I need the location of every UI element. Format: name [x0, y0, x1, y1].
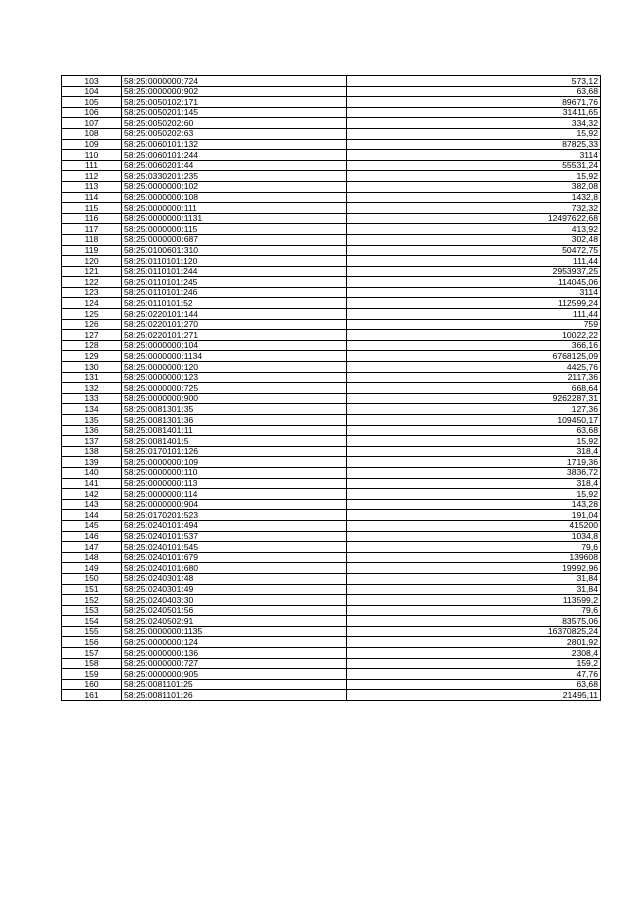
- row-number-cell: 117: [62, 224, 122, 235]
- cadastral-number-cell: 58:25:0220101:270: [122, 319, 347, 330]
- cadastral-number-cell: 58:25:0110101:120: [122, 256, 347, 267]
- value-cell: 55531,24: [347, 160, 601, 171]
- table-row: [62, 76, 601, 87]
- value-cell: 111,44: [347, 309, 601, 320]
- value-cell: 87825,33: [347, 139, 601, 150]
- table-row: [62, 489, 601, 500]
- row-number-cell: 152: [62, 595, 122, 606]
- row-number-cell: 121: [62, 266, 122, 277]
- table-row: [62, 330, 601, 341]
- value-cell: 366,16: [347, 340, 601, 351]
- row-number-cell: 120: [62, 256, 122, 267]
- row-number-cell: 103: [62, 76, 122, 87]
- cadastral-number-cell: 58:25:0110101:246: [122, 287, 347, 298]
- row-number-cell: 155: [62, 626, 122, 637]
- row-number-cell: 127: [62, 330, 122, 341]
- row-number-cell: 107: [62, 118, 122, 129]
- table-row: [62, 446, 601, 457]
- table-row: [62, 637, 601, 648]
- value-cell: 47,76: [347, 669, 601, 680]
- value-cell: 63,68: [347, 425, 601, 436]
- table-row: [62, 679, 601, 690]
- cadastral-number-cell: 58:25:0110101:244: [122, 266, 347, 277]
- cadastral-number-cell: 58:25:0000000:108: [122, 192, 347, 203]
- value-cell: 127,36: [347, 404, 601, 415]
- table-row: [62, 648, 601, 659]
- cadastral-number-cell: 58:25:0110101:245: [122, 277, 347, 288]
- value-cell: 111,44: [347, 256, 601, 267]
- table-row: [62, 626, 601, 637]
- cadastral-number-cell: 58:25:0240301:48: [122, 573, 347, 584]
- value-cell: 79,6: [347, 542, 601, 553]
- table-row: [62, 658, 601, 669]
- row-number-cell: 110: [62, 150, 122, 161]
- cadastral-number-cell: 58:25:0081301:36: [122, 415, 347, 426]
- row-number-cell: 114: [62, 192, 122, 203]
- table-row: [62, 277, 601, 288]
- cadastral-number-cell: 58:25:0000000:687: [122, 234, 347, 245]
- cadastral-number-cell: 58:25:0060201:44: [122, 160, 347, 171]
- cadastral-number-cell: 58:25:0000000:905: [122, 669, 347, 680]
- row-number-cell: 126: [62, 319, 122, 330]
- cadastral-number-cell: 58:25:0240101:545: [122, 542, 347, 553]
- table-row: [62, 171, 601, 182]
- table-row: [62, 669, 601, 680]
- value-cell: 9262287,31: [347, 393, 601, 404]
- value-cell: 109450,17: [347, 415, 601, 426]
- table-row: [62, 224, 601, 235]
- cadastral-number-cell: 58:25:0100601:310: [122, 245, 347, 256]
- row-number-cell: 118: [62, 234, 122, 245]
- value-cell: 4425,76: [347, 362, 601, 373]
- table-row: [62, 415, 601, 426]
- row-number-cell: 159: [62, 669, 122, 680]
- cadastral-number-cell: 58:25:0240101:679: [122, 552, 347, 563]
- row-number-cell: 157: [62, 648, 122, 659]
- cadastral-number-cell: 58:25:0330201:235: [122, 171, 347, 182]
- table-row: [62, 362, 601, 373]
- value-cell: 113599,2: [347, 595, 601, 606]
- table-row: [62, 139, 601, 150]
- cadastral-number-cell: 58:25:0240502:91: [122, 616, 347, 627]
- table-row: [62, 393, 601, 404]
- cadastral-number-cell: 58:25:0050202:60: [122, 118, 347, 129]
- row-number-cell: 149: [62, 563, 122, 574]
- value-cell: 302,48: [347, 234, 601, 245]
- table-row: [62, 531, 601, 542]
- cadastral-number-cell: 58:25:0240301:49: [122, 584, 347, 595]
- table-row: [62, 372, 601, 383]
- row-number-cell: 124: [62, 298, 122, 309]
- value-cell: 50472,75: [347, 245, 601, 256]
- cadastral-number-cell: 58:25:0000000:124: [122, 637, 347, 648]
- cadastral-number-cell: 58:25:0000000:102: [122, 181, 347, 192]
- value-cell: 6768125,09: [347, 351, 601, 362]
- value-cell: 318,4: [347, 478, 601, 489]
- value-cell: 12497622,68: [347, 213, 601, 224]
- value-cell: 668,64: [347, 383, 601, 394]
- cadastral-number-cell: 58:25:0000000:725: [122, 383, 347, 394]
- row-number-cell: 160: [62, 679, 122, 690]
- row-number-cell: 146: [62, 531, 122, 542]
- row-number-cell: 122: [62, 277, 122, 288]
- cadastral-number-cell: 58:25:0240101:494: [122, 520, 347, 531]
- value-cell: 2953937,25: [347, 266, 601, 277]
- table-row: [62, 383, 601, 394]
- row-number-cell: 106: [62, 107, 122, 118]
- cadastral-number-cell: 58:25:0170201:523: [122, 510, 347, 521]
- row-number-cell: 115: [62, 203, 122, 214]
- table-row: [62, 298, 601, 309]
- value-cell: 15,92: [347, 489, 601, 500]
- value-cell: 573,12: [347, 76, 601, 87]
- cadastral-number-cell: 58:25:0000000:136: [122, 648, 347, 659]
- cadastral-number-cell: 58:25:0000000:1135: [122, 626, 347, 637]
- cadastral-number-cell: 58:25:0000000:902: [122, 86, 347, 97]
- value-cell: 1034,8: [347, 531, 601, 542]
- value-cell: 334,32: [347, 118, 601, 129]
- table-row: [62, 234, 601, 245]
- cadastral-number-cell: 58:25:0170101:126: [122, 446, 347, 457]
- row-number-cell: 145: [62, 520, 122, 531]
- row-number-cell: 111: [62, 160, 122, 171]
- value-cell: 10022,22: [347, 330, 601, 341]
- table-row: [62, 616, 601, 627]
- row-number-cell: 116: [62, 213, 122, 224]
- cadastral-number-cell: 58:25:0000000:123: [122, 372, 347, 383]
- cadastral-number-cell: 58:25:0000000:111: [122, 203, 347, 214]
- value-cell: 112599,24: [347, 298, 601, 309]
- table-row: [62, 340, 601, 351]
- table-row: [62, 520, 601, 531]
- table-row: [62, 404, 601, 415]
- value-cell: 19992,96: [347, 563, 601, 574]
- row-number-cell: 154: [62, 616, 122, 627]
- value-cell: 79,6: [347, 605, 601, 616]
- table-row: [62, 552, 601, 563]
- table-row: [62, 160, 601, 171]
- value-cell: 159,2: [347, 658, 601, 669]
- row-number-cell: 144: [62, 510, 122, 521]
- cadastral-number-cell: 58:25:0000000:904: [122, 499, 347, 510]
- table-row: [62, 266, 601, 277]
- table-row: [62, 245, 601, 256]
- table-row: [62, 510, 601, 521]
- table-row: [62, 584, 601, 595]
- value-cell: 413,92: [347, 224, 601, 235]
- cadastral-number-cell: 58:25:0000000:120: [122, 362, 347, 373]
- row-number-cell: 132: [62, 383, 122, 394]
- table-row: [62, 309, 601, 320]
- row-number-cell: 133: [62, 393, 122, 404]
- cadastral-number-cell: 58:25:0050102:171: [122, 97, 347, 108]
- row-number-cell: 109: [62, 139, 122, 150]
- row-number-cell: 151: [62, 584, 122, 595]
- cadastral-number-cell: 58:25:0000000:109: [122, 457, 347, 468]
- cadastral-number-cell: 58:25:0050201:145: [122, 107, 347, 118]
- row-number-cell: 143: [62, 499, 122, 510]
- cadastral-number-cell: 58:25:0240101:680: [122, 563, 347, 574]
- value-cell: 318,4: [347, 446, 601, 457]
- value-cell: 16370825,24: [347, 626, 601, 637]
- cadastral-number-cell: 58:25:0060101:244: [122, 150, 347, 161]
- value-cell: 382,08: [347, 181, 601, 192]
- cadastral-number-cell: 58:25:0081101:26: [122, 690, 347, 701]
- table-row: [62, 203, 601, 214]
- row-number-cell: 137: [62, 436, 122, 447]
- row-number-cell: 134: [62, 404, 122, 415]
- cadastral-number-cell: 58:25:0000000:1134: [122, 351, 347, 362]
- table-row: [62, 595, 601, 606]
- cadastral-number-cell: 58:25:0240501:56: [122, 605, 347, 616]
- value-cell: 3114: [347, 150, 601, 161]
- row-number-cell: 156: [62, 637, 122, 648]
- table-row: [62, 181, 601, 192]
- value-cell: 15,92: [347, 436, 601, 447]
- cadastral-number-cell: 58:25:0000000:104: [122, 340, 347, 351]
- table-row: [62, 118, 601, 129]
- value-cell: 63,68: [347, 679, 601, 690]
- cadastral-number-cell: 58:25:0060101:132: [122, 139, 347, 150]
- row-number-cell: 161: [62, 690, 122, 701]
- cadastral-number-cell: 58:25:0000000:115: [122, 224, 347, 235]
- table-row: [62, 287, 601, 298]
- value-cell: 15,92: [347, 128, 601, 139]
- value-cell: 415200: [347, 520, 601, 531]
- row-number-cell: 148: [62, 552, 122, 563]
- cadastral-number-cell: 58:25:0220101:271: [122, 330, 347, 341]
- cadastral-number-cell: 58:25:0000000:727: [122, 658, 347, 669]
- value-cell: 191,04: [347, 510, 601, 521]
- cadastral-number-cell: 58:25:0000000:900: [122, 393, 347, 404]
- table-row: [62, 467, 601, 478]
- value-cell: 31411,65: [347, 107, 601, 118]
- value-cell: 31,84: [347, 573, 601, 584]
- value-cell: 83575,06: [347, 616, 601, 627]
- cadastral-number-cell: 58:25:0000000:113: [122, 478, 347, 489]
- row-number-cell: 135: [62, 415, 122, 426]
- table-row: [62, 436, 601, 447]
- row-number-cell: 108: [62, 128, 122, 139]
- cadastral-number-cell: 58:25:0110101:52: [122, 298, 347, 309]
- table-row: [62, 563, 601, 574]
- table-row: [62, 192, 601, 203]
- table-body: [62, 76, 601, 701]
- table-row: [62, 351, 601, 362]
- cadastral-number-cell: 58:25:0081401:11: [122, 425, 347, 436]
- row-number-cell: 128: [62, 340, 122, 351]
- value-cell: 759: [347, 319, 601, 330]
- value-cell: 3836,72: [347, 467, 601, 478]
- cadastral-number-cell: 58:25:0000000:724: [122, 76, 347, 87]
- value-cell: 2117,36: [347, 372, 601, 383]
- row-number-cell: 123: [62, 287, 122, 298]
- cadastral-value-table: [61, 75, 601, 701]
- row-number-cell: 158: [62, 658, 122, 669]
- table-row: [62, 499, 601, 510]
- table-row: [62, 86, 601, 97]
- row-number-cell: 141: [62, 478, 122, 489]
- table-row: [62, 213, 601, 224]
- table-row: [62, 128, 601, 139]
- table-row: [62, 97, 601, 108]
- value-cell: 63,68: [347, 86, 601, 97]
- value-cell: 114045,06: [347, 277, 601, 288]
- cadastral-number-cell: 58:25:0081301:35: [122, 404, 347, 415]
- row-number-cell: 140: [62, 467, 122, 478]
- row-number-cell: 153: [62, 605, 122, 616]
- cadastral-number-cell: 58:25:0240403:30: [122, 595, 347, 606]
- cadastral-number-cell: 58:25:0081101:25: [122, 679, 347, 690]
- table-row: [62, 542, 601, 553]
- table-row: [62, 319, 601, 330]
- row-number-cell: 129: [62, 351, 122, 362]
- value-cell: 1432,8: [347, 192, 601, 203]
- row-number-cell: 105: [62, 97, 122, 108]
- cadastral-number-cell: 58:25:0000000:114: [122, 489, 347, 500]
- table-row: [62, 690, 601, 701]
- value-cell: 89671,76: [347, 97, 601, 108]
- value-cell: 15,92: [347, 171, 601, 182]
- table-row: [62, 425, 601, 436]
- row-number-cell: 125: [62, 309, 122, 320]
- table-row: [62, 256, 601, 267]
- cadastral-number-cell: 58:25:0081401:5: [122, 436, 347, 447]
- row-number-cell: 139: [62, 457, 122, 468]
- row-number-cell: 113: [62, 181, 122, 192]
- value-cell: 3114: [347, 287, 601, 298]
- row-number-cell: 131: [62, 372, 122, 383]
- row-number-cell: 130: [62, 362, 122, 373]
- row-number-cell: 136: [62, 425, 122, 436]
- cadastral-number-cell: 58:25:0000000:110: [122, 467, 347, 478]
- row-number-cell: 142: [62, 489, 122, 500]
- cadastral-number-cell: 58:25:0220101:144: [122, 309, 347, 320]
- row-number-cell: 112: [62, 171, 122, 182]
- value-cell: 143,28: [347, 499, 601, 510]
- table-row: [62, 605, 601, 616]
- value-cell: 2801,92: [347, 637, 601, 648]
- value-cell: 732,32: [347, 203, 601, 214]
- table-row: [62, 573, 601, 584]
- value-cell: 31,84: [347, 584, 601, 595]
- row-number-cell: 138: [62, 446, 122, 457]
- value-cell: 21495,11: [347, 690, 601, 701]
- row-number-cell: 104: [62, 86, 122, 97]
- cadastral-number-cell: 58:25:0050202:63: [122, 128, 347, 139]
- value-cell: 2308,4: [347, 648, 601, 659]
- row-number-cell: 147: [62, 542, 122, 553]
- table-row: [62, 478, 601, 489]
- table-row: [62, 150, 601, 161]
- table-row: [62, 457, 601, 468]
- value-cell: 139608: [347, 552, 601, 563]
- value-cell: 1719,36: [347, 457, 601, 468]
- row-number-cell: 119: [62, 245, 122, 256]
- cadastral-number-cell: 58:25:0000000:1131: [122, 213, 347, 224]
- table-row: [62, 107, 601, 118]
- cadastral-number-cell: 58:25:0240101:537: [122, 531, 347, 542]
- row-number-cell: 150: [62, 573, 122, 584]
